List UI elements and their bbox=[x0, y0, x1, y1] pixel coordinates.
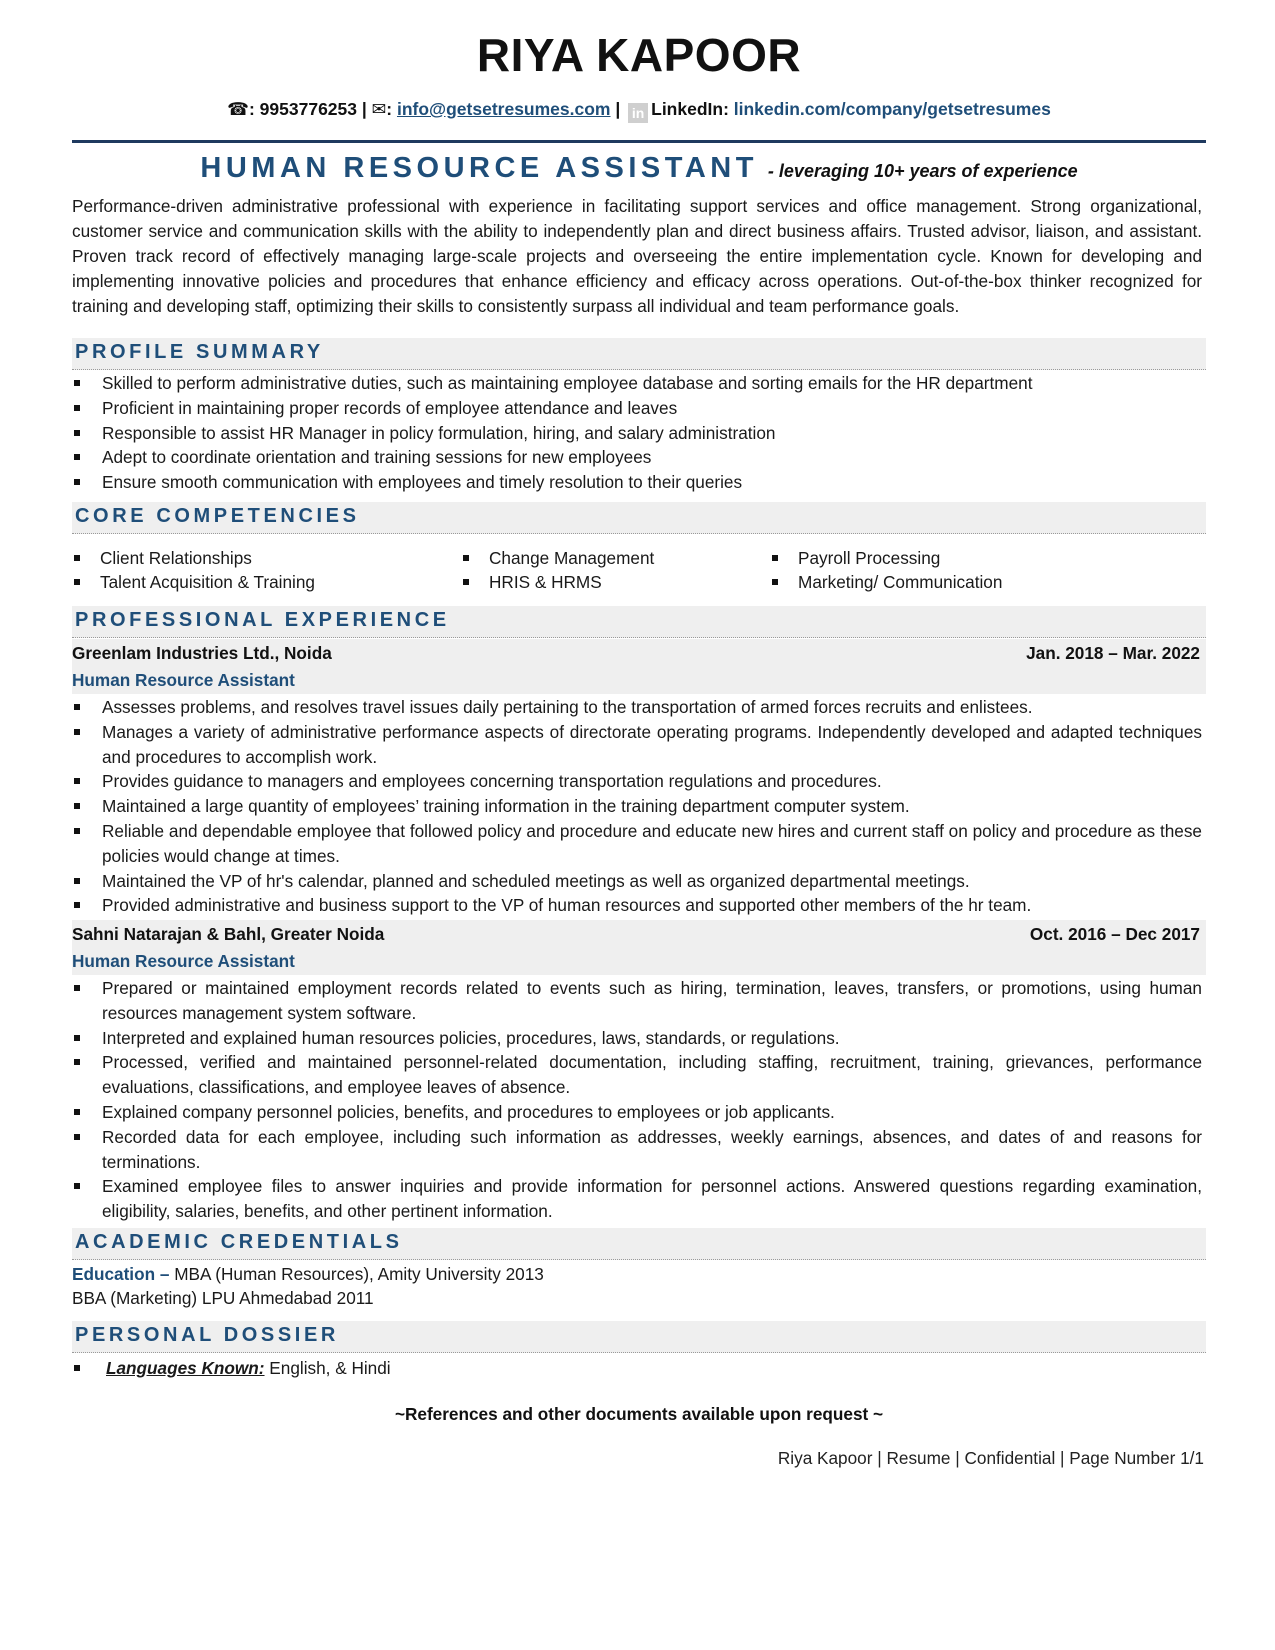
contact-separator: | bbox=[357, 99, 372, 119]
languages-line bbox=[72, 1356, 391, 1380]
section-header-personal-dossier bbox=[72, 1321, 1206, 1353]
list-item: Prepared or maintained employment records related to events such as hiring, termination, leaves, transfers, or promotions, using human resources management system software. bbox=[72, 976, 1202, 1026]
candidate-name: RIYA KAPOOR bbox=[476, 29, 802, 81]
list-item: Reliable and dependable employee that followed policy and procedure and educate new hires and current staff on policy and procedure as these policies would change at times. bbox=[72, 819, 1202, 869]
section-header-core-competencies bbox=[72, 502, 1206, 534]
email-link[interactable]: info@getsetresumes.com bbox=[396, 99, 611, 119]
list-item: Adept to coordinate orientation and training sessions for new employees bbox=[72, 445, 1202, 470]
education-block bbox=[72, 1262, 544, 1310]
education-line bbox=[72, 1262, 544, 1286]
header-divider bbox=[72, 140, 1206, 143]
job-header bbox=[72, 639, 1206, 694]
list-item: Interpreted and explained human resources policies, procedures, laws, standards, or regulations. bbox=[72, 1026, 1202, 1051]
profile-summary-list bbox=[72, 371, 1202, 495]
list-item: Assesses problems, and resolves travel issues daily pertaining to the transportation of armed forces recruits and enlistees. bbox=[72, 695, 1202, 720]
list-item: Provides guidance to managers and employees concerning transportation regulations and procedures. bbox=[72, 769, 1202, 794]
phone-label: ☎: bbox=[227, 99, 260, 119]
summary-paragraph: Performance-driven administrative professional with experience in facilitating support services and office management. Strong organizational, customer service and communication skills with the ability to independently plan and direct business affairs. Trusted advisor, liaison, and assistant. Proven track record of effectively managing large-scale projects and overseeing the entire implementation cycle. Known for developing and implementing innovative policies and procedures that enhance efficiency and efficacy across operations. Out-of-the-box thinker recognized for training and developing staff, optimizing their skills to consistently surpass all individual and team performance goals. bbox=[72, 196, 1202, 316]
list-item: Responsible to assist HR Manager in policy formulation, hiring, and salary administration bbox=[72, 421, 1202, 446]
section-title: ACADEMIC CREDENTIALS bbox=[75, 1231, 403, 1253]
email-label: ✉: bbox=[371, 99, 397, 119]
education-line: BBA (Marketing) LPU Ahmedabad 2011 bbox=[72, 1288, 374, 1308]
references-note: ~References and other documents available upon request ~ bbox=[394, 1404, 884, 1424]
section-header-professional-experience bbox=[72, 606, 1206, 638]
section-header-profile-summary bbox=[72, 338, 1206, 370]
languages-label: Languages Known: bbox=[106, 1358, 265, 1378]
education-degree: MBA (Human Resources), Amity University 2013 bbox=[174, 1264, 544, 1284]
competencies-grid bbox=[72, 544, 1206, 598]
list-item: Explained company personnel policies, benefits, and procedures to employees or job applicants. bbox=[72, 1100, 1202, 1125]
list-item: Ensure smooth communication with employees and timely resolution to their queries bbox=[72, 470, 1202, 495]
education-label: Education – bbox=[72, 1264, 175, 1284]
languages-value: English, & Hindi bbox=[264, 1358, 391, 1378]
competency-item: Marketing/ Communication bbox=[770, 570, 1002, 594]
linkedin-icon: in bbox=[628, 103, 648, 123]
linkedin-label: LinkedIn: bbox=[651, 99, 734, 119]
linkedin-link[interactable]: linkedin.com/company/getsetresumes bbox=[733, 99, 1051, 119]
competency-item: HRIS & HRMS bbox=[461, 570, 602, 594]
list-item: Provided administrative and business support to the VP of human resources and supported other members of the hr team. bbox=[72, 893, 1202, 918]
competency-item: Talent Acquisition & Training bbox=[72, 570, 315, 594]
phone-number: 9953776253 bbox=[259, 99, 357, 119]
list-item: Skilled to perform administrative duties, such as maintaining employee database and sorting emails for the HR department bbox=[72, 371, 1202, 396]
section-title: PROFILE SUMMARY bbox=[75, 341, 324, 363]
list-item: Maintained the VP of hr's calendar, planned and scheduled meetings as well as organized departmental meetings. bbox=[72, 869, 1202, 894]
list-item: Maintained a large quantity of employees’ training information in the training department computer system. bbox=[72, 794, 1202, 819]
section-title: CORE COMPETENCIES bbox=[75, 505, 360, 527]
list-item: Processed, verified and maintained personnel-related documentation, including staffing, recruitment, training, grievances, performance evaluations, classifications, and employee leaves of absence. bbox=[72, 1050, 1202, 1100]
job-dates: Oct. 2016 – Dec 2017 bbox=[1029, 924, 1200, 944]
section-title: PROFESSIONAL EXPERIENCE bbox=[75, 609, 450, 631]
competency-item: Client Relationships bbox=[72, 546, 252, 570]
section-title: PERSONAL DOSSIER bbox=[75, 1324, 339, 1346]
job-header bbox=[72, 920, 1206, 975]
section-header-academic-credentials bbox=[72, 1228, 1206, 1260]
contact-separator: | bbox=[610, 99, 626, 119]
headline-tagline: - leveraging 10+ years of experience bbox=[767, 161, 1078, 181]
job-role: Human Resource Assistant bbox=[72, 670, 295, 690]
company-name: Greenlam Industries Ltd., Noida bbox=[72, 643, 332, 663]
list-item: Recorded data for each employee, including such information as addresses, weekly earnings, absences, and dates of and reasons for terminations. bbox=[72, 1125, 1202, 1175]
list-item: Manages a variety of administrative performance aspects of directorate operating programs. Independently developed and adapted techniques and procedures to accomplish work. bbox=[72, 720, 1202, 770]
list-item: Examined employee files to answer inquiries and provide information for personnel actions. Answered questions regarding examination, eligibility, salaries, benefits, and other pertinent information. bbox=[72, 1174, 1202, 1224]
company-name: Sahni Natarajan & Bahl, Greater Noida bbox=[72, 924, 385, 944]
list-item: Proficient in maintaining proper records of employee attendance and leaves bbox=[72, 396, 1202, 421]
contact-line bbox=[72, 99, 1206, 123]
job-bullets bbox=[72, 976, 1202, 1224]
competency-item: Payroll Processing bbox=[770, 546, 940, 570]
job-role: Human Resource Assistant bbox=[72, 951, 295, 971]
job-title: HUMAN RESOURCE ASSISTANT bbox=[200, 152, 758, 184]
job-dates: Jan. 2018 – Mar. 2022 bbox=[1026, 643, 1200, 663]
competency-item: Change Management bbox=[461, 546, 654, 570]
bullet-icon bbox=[74, 1365, 80, 1371]
job-bullets bbox=[72, 695, 1202, 918]
headline bbox=[72, 152, 1206, 185]
page-footer: Riya Kapoor | Resume | Confidential | Page Number 1/1 bbox=[777, 1448, 1204, 1468]
